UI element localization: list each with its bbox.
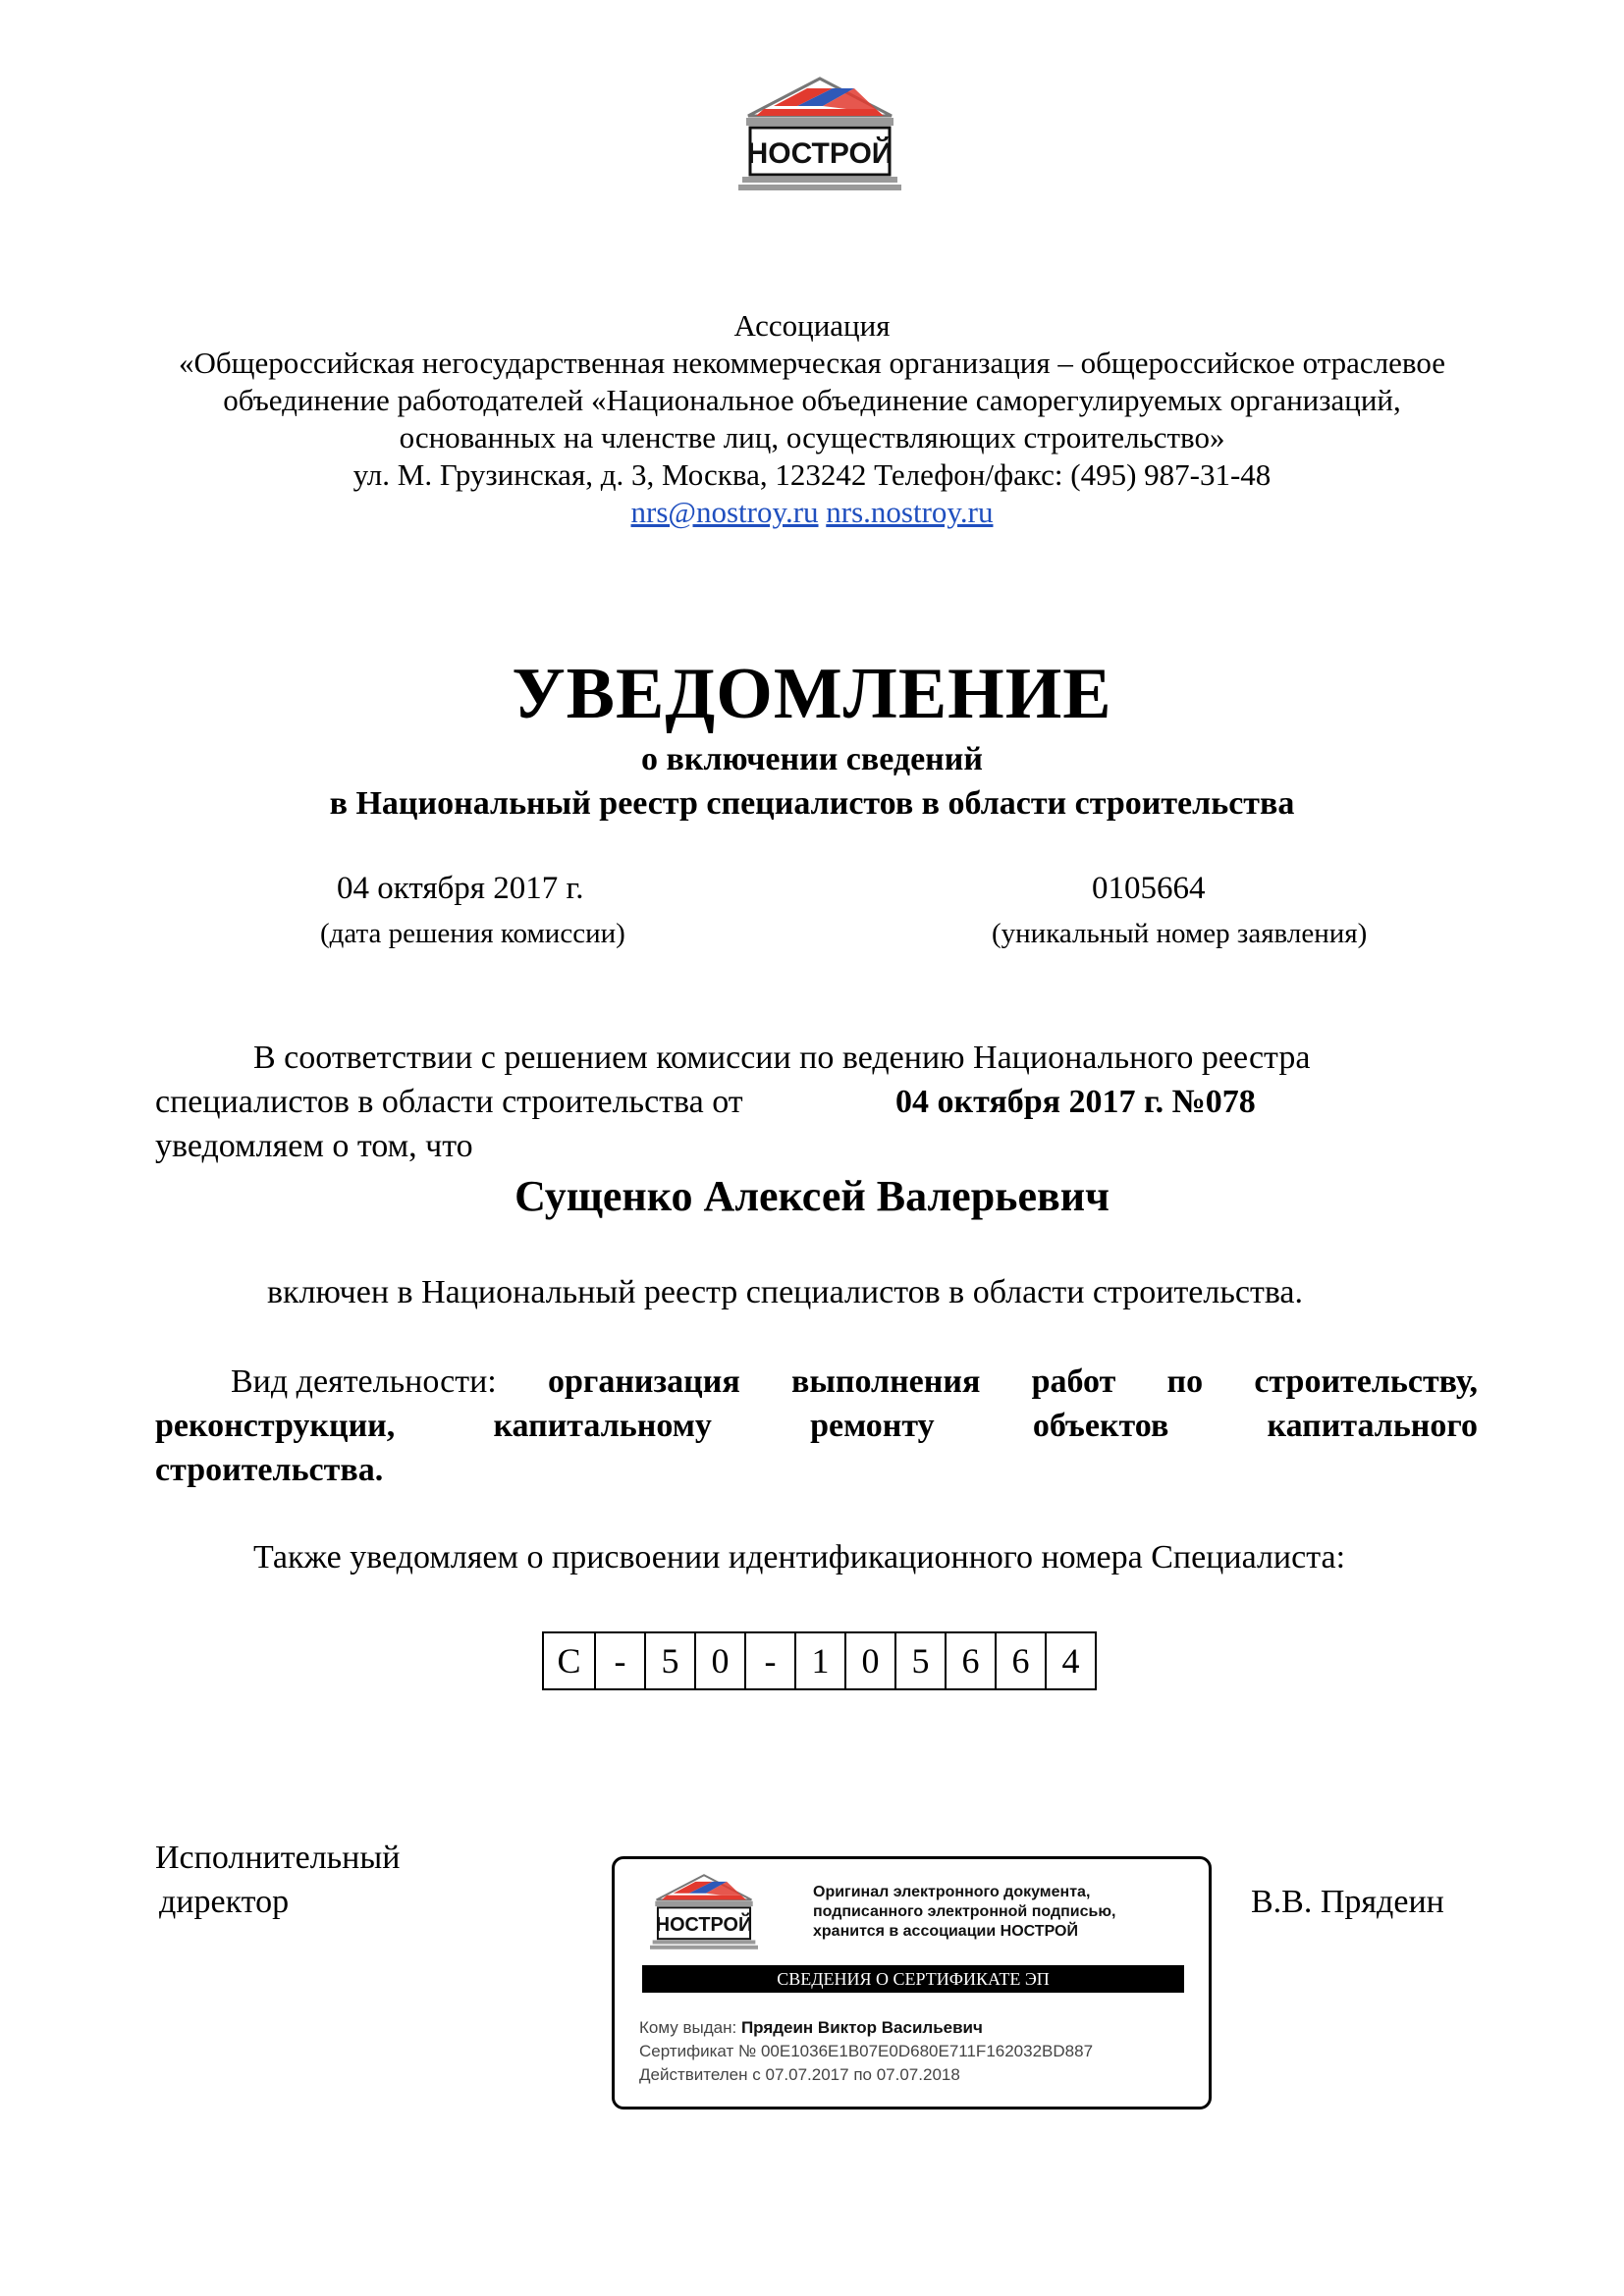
activity-line-2 [155, 1404, 1478, 1448]
decision-date-caption: (дата решения комиссии) [320, 918, 625, 949]
document-subtitle-2: в Национальный реестр специалистов в области строительства [329, 785, 1295, 822]
person-name: Сущенко Алексей Валерьевич [514, 1172, 1110, 1220]
id-char: 5 [894, 1633, 945, 1688]
stamp-valid-to-label: по [853, 2065, 872, 2084]
logo-building-icon [738, 77, 901, 192]
application-number: 0105664 [1092, 871, 1206, 906]
id-intro: Также уведомляем о присвоении идентификационного номера Специалиста: [253, 1539, 1346, 1575]
activity-line-1 [155, 1360, 1478, 1404]
specialist-id [542, 1631, 1097, 1690]
stamp-valid-row [639, 2063, 1093, 2087]
stamp-note: Оригинал электронного документа, подписанного электронной подписью, хранится в ассоциации НОСТРОЙ [813, 1884, 1116, 1940]
id-char: 5 [644, 1633, 694, 1688]
activity-line-3: строительства. [155, 1452, 384, 1488]
decision-date: 04 октября 2017 г. [337, 871, 584, 906]
org-address: ул. М. Грузинская, д. 3, Москва, 123242 Телефон/факс: (495) 987-31-48 [352, 457, 1272, 492]
stamp-logo-text: НОСТРОЙ [655, 1914, 753, 1937]
decision-reference: 04 октября 2017 г. №078 [895, 1084, 1256, 1120]
org-name-line-1: «Общероссийская негосударственная некоммерческая организация – общероссийское отраслевое [179, 346, 1445, 380]
org-contacts [0, 494, 1624, 531]
signer-name: В.В. Прядеин [1251, 1884, 1444, 1920]
stamp-header-bar: СВЕДЕНИЯ О СЕРТИФИКАТЕ ЭП [642, 1965, 1184, 1993]
logo-text: НОСТРОЙ [746, 137, 893, 170]
activity-word: реконструкции, [155, 1408, 396, 1444]
stamp-valid-to: 07.07.2018 [876, 2065, 960, 2084]
stamp-cert-row [639, 2040, 1093, 2063]
activity-word: работ [1031, 1363, 1116, 1400]
stamp-valid-label: Действителен с [639, 2065, 761, 2084]
stamp-cert-number: 00E1036E1B07E0D680E711F162032BD887 [760, 2042, 1094, 2060]
signer-position-2: директор [159, 1884, 290, 1920]
activity-word: объектов [1032, 1408, 1169, 1444]
id-char: 0 [694, 1633, 744, 1688]
activity-word: по [1166, 1363, 1204, 1400]
activity-label: Вид деятельности: [231, 1363, 497, 1400]
activity-word: строительству, [1254, 1363, 1478, 1400]
id-char: - [744, 1633, 794, 1688]
email-link[interactable]: nrs@nostroy.ru [630, 495, 819, 529]
org-name-line-2: объединение работодателей «Национальное объединение саморегулируемых организаций, [223, 383, 1401, 417]
stamp-issued-label: Кому выдан: [639, 2018, 737, 2037]
activity-word: капитальному [493, 1408, 712, 1444]
stamp-info [639, 2016, 1093, 2087]
body-line-3: уведомляем о том, что [155, 1128, 473, 1164]
activity-word: капитального [1267, 1408, 1478, 1444]
document-title: УВЕДОМЛЕНИЕ [512, 654, 1112, 734]
activity-word: выполнения [790, 1363, 981, 1400]
id-char: 6 [945, 1633, 995, 1688]
id-char: С [557, 1641, 581, 1681]
stamp-issued-to: Прядеин Виктор Васильевич [740, 2018, 983, 2037]
org-type: Ассоциация [733, 308, 891, 343]
document-subtitle-1: о включении сведений [641, 741, 983, 777]
body-line-1: В соответствии с решением комиссии по ведению Национального реестра [253, 1040, 1311, 1076]
org-name-line-3: основанных на членстве лиц, осуществляющих строительство» [399, 420, 1225, 454]
id-char: 4 [1045, 1633, 1095, 1688]
id-char: 1 [794, 1633, 844, 1688]
id-char: 6 [995, 1633, 1045, 1688]
stamp-logo-icon [650, 1873, 758, 1951]
signer-position-1: Исполнительный [155, 1840, 401, 1876]
inclusion-statement: включен в Национальный реестр специалистов в области строительства. [267, 1274, 1304, 1310]
body-line-2: специалистов в области строительства от [155, 1084, 743, 1120]
stamp-issued-row [639, 2016, 1093, 2040]
activity-word: организация [547, 1363, 740, 1400]
website-link[interactable]: nrs.nostroy.ru [826, 495, 994, 529]
application-number-caption: (уникальный номер заявления) [992, 918, 1368, 949]
electronic-signature-stamp [612, 1856, 1212, 2109]
activity-word: ремонту [810, 1408, 935, 1444]
stamp-valid-from: 07.07.2017 [765, 2065, 849, 2084]
id-char: - [594, 1633, 644, 1688]
stamp-cert-label: Сертификат № [639, 2042, 757, 2060]
id-char: 0 [844, 1633, 894, 1688]
nostroy-logo [738, 77, 901, 192]
